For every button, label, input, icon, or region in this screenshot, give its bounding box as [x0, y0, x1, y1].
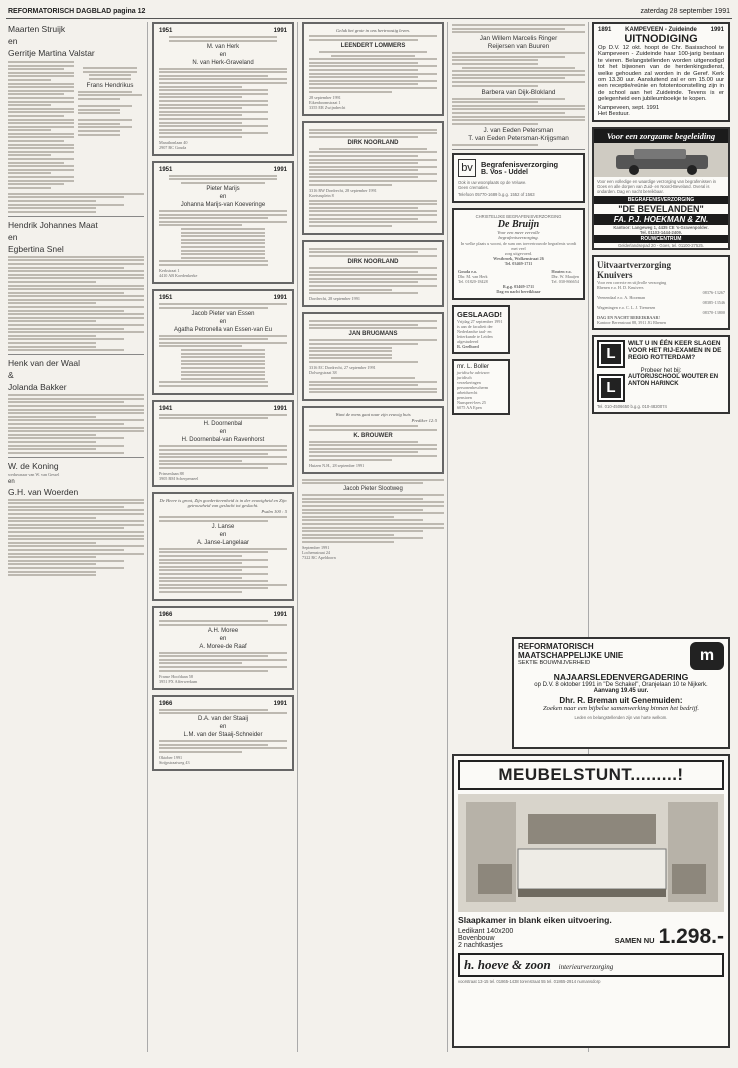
- deceased-name: Jacob Pieter Slootweg: [343, 486, 403, 493]
- groom-name: Maarten Struijk: [8, 24, 66, 34]
- deceased-name: K. BROUWER: [353, 432, 393, 439]
- person-name: J. van Eeden Petersman: [483, 126, 554, 134]
- bride-name: Egbertina Snel: [8, 243, 64, 254]
- anniversary-box: 1951 1991 Jacob Pieter van Essen en Agatha Petronella van Essen-van Eu: [152, 289, 294, 395]
- bevelanden-ad: Voor een zorgzame begeleiding Voor een volledige en waardige verzorging van begrafenissen in Goes en alle dorpen van Zuid- en Noord-Beveland. Overal is ondarden. Dag en nacht bereikbaar. BEGRAFENISVERZORGING "DE BEVELANDEN" FA. P.J. HOEKMAN & ZN. Kantoor: Langeweg 1, 4435 CE 's-Gravenpolder. Tel. 01103-1444-2409. ROUWCENTRUM Gelderlandsepad 20 - Goes, tel. 01100-27525.: [592, 127, 730, 250]
- sender-address: Franse Hoofdaan 58 3951 PX Afferwerkum: [159, 673, 198, 684]
- conjunction: en: [8, 478, 15, 485]
- couple-name: A. Moree-de Raaf: [199, 643, 247, 650]
- groom-name: Hendrik Johannes Maat: [8, 219, 98, 230]
- scripture-quote: De Heere is groot, Zijn goedertierenheid is in der eeuwigheid en Zijn getrouwheid van geslacht tot geslacht.: [159, 498, 287, 509]
- couple-name: Pieter Marijs: [206, 186, 240, 193]
- groom-name: Henk van der Waal: [8, 358, 80, 369]
- couple-name: Agatha Petronella van Essen-van Eu: [173, 326, 273, 333]
- deceased-name: JAN BRUGMANS: [348, 331, 398, 338]
- couple-name: D.A. van der Staaij: [197, 716, 249, 723]
- couple-name: Jacob Pieter van Essen: [191, 310, 255, 317]
- issue-date: zaterdag 28 september 1991: [640, 8, 730, 15]
- scripture-quote: Geluk het grote in ons hertroostig leven.: [335, 28, 411, 33]
- boller-ad: mr. L. Boller juridische adviezen juridisch verzekeringen personenbescherm arbeidsrecht pensioen Nunspeet-lees 25 6075 AA Epen: [452, 359, 510, 415]
- column-rule: [447, 22, 448, 1052]
- couple-name: J. Lanse: [211, 523, 235, 530]
- price: 1.298.-: [658, 925, 724, 948]
- knuivers-ad: Uitvaartverzorging Knuivers Voor een correcte en stijlvolle verzorging Rhenen e.o. H. D. Knuivers 08376-13267 Veenendaal e.o. A. Hoorman 08385-13546 Wageningen e.o. C. L. J. Tiemesen 08370-13800 DAG EN NACHT BEREIKBAAR! Kantoor Berenstraat 88, 3911 JG Rhenen: [592, 255, 730, 330]
- anniversary-box: 1966 1991 A.H. Moree en A. Moree-de Raaf Franse Hoofdaan 58 3951 PX Afferwerkum: [152, 606, 294, 690]
- couple-name: N. van Herk-Graveland: [192, 59, 254, 66]
- obituary-box: [302, 406, 444, 473]
- rmu-ad: REFORMATORISCH MAATSCHAPPELIJKE UNIE SEKTIE BOUWNIJVERHEID m NAJAARSLEDENVERGADERING op D.V. 8 oktober 1991 in "De Schakel", Oranjelaan 10 te Nijkerk. Aanvang 19.45 uur. Dhr. R. Breman uit Genemuiden: Zoeken naar een bijbelse samenwerking binnen het bedrijf. Leden en belangstellenden zijn van harte welkom.: [512, 637, 730, 749]
- person-name: Barbera van Dijk-Blokland: [481, 88, 556, 96]
- sender-address: 28 september 1991 Eikenboomstraat 1 3355 ER Zwijndrecht: [309, 94, 346, 110]
- newspaper-title: REFORMATORISCH DAGBLAD pagina 12: [8, 8, 146, 15]
- couple-name: A. Janse-Langelaar: [196, 539, 250, 546]
- widower-note: weduwnaar van W. van Gessel: [8, 471, 60, 477]
- deceased-name: LEENDERT LOMMERS: [340, 43, 406, 49]
- obituary-box: [302, 121, 444, 235]
- column-rule: [297, 22, 298, 1052]
- couple-name: Johanna Marijs-van Koeveringe: [180, 202, 266, 209]
- couple-name: A.H. Moree: [207, 627, 239, 634]
- kampeveen-invitation: 1891 KAMPEVEEN - Zuideinde 1991 UITNODIGING Op D.V. 12 okt. hoopt de Chr. Basisschool te Kampeveen - Zuideinde haar 100-jarig bestaan te vieren. Belangstellenden worden uitgenodigd tot het bijwonen van de herdenkingsdienst, welke gehouden zal worden in de Geref. Kerk om 13.30 uur. Aansluitend zal er om 15.00 uur een receptie/reünie en fototentoonstelling zijn in de school aan het Zuideinde. Tevens is er gelegenheid een jubileumboekje te kopen. Kampeveen, sept. 1991 Het Bestuur.: [592, 22, 730, 122]
- bruijn-ad: CHRISTELIJKE BEGRAFENISVERZORGING De Bruijn Voor een meer eervolle begrafenisverzorging. In welke plaats u woont, de sum ons toevertrouwde begrafenis wordt met veel zorg uitgevoerd. Westbroek, Wolkenstraat 26 Tel. 03469-1711 Gouda e.o. Dhr. M. van Herk Tel. 01820-18428 Houten e.o. Dhr. W. Maaijen Tel. 030-866654 B.g.g. 03469-1711 Dag en nacht bereikbaar: [452, 208, 585, 300]
- sender-address: 3316 EC Dordrecht, 27 september 1991 Dolwegstraat 38: [309, 364, 376, 375]
- scripture-ref: Prediker 12:5: [411, 417, 437, 423]
- page-header: [6, 6, 732, 19]
- anniversary-box: De Heere is groot, Zijn goedertierenheid is in der eeuwigheid en Zijn getrouwheid van geslacht tot geslacht. Psalm 100 : 5 J. Lanse en A. Janse-Langelaar: [152, 492, 294, 601]
- anniversary-box: 1951 1991 M. van Herk en N. van Herk-Graveland Marathonlaan 40 2907 BC Gouda: [152, 22, 294, 156]
- sender-address: Dordrecht, 28 september 1991: [309, 296, 360, 302]
- obituary-box: [302, 312, 444, 401]
- child-name: Frans Hendrikus: [86, 81, 134, 89]
- bride-name: G.H. van Woerden: [8, 486, 79, 497]
- l-plate-icon: L: [599, 342, 623, 366]
- hearse-photo: [594, 143, 728, 177]
- conjunction: en: [8, 36, 18, 46]
- bedroom-photo: [458, 794, 724, 912]
- bv-logo-icon: bv: [458, 159, 476, 177]
- obituary-box: [302, 22, 444, 116]
- sender-address: 3316 RW Dordrecht, 28 september 1991 Koetsruplein 8: [309, 187, 377, 198]
- bed-icon: [458, 794, 726, 912]
- anniversary-box: 1941 1991 H. Doornenbal en H. Doornenbal-van Ravenhorst Prinsenlaan 88 3905 BM Scherpenzeel: [152, 400, 294, 487]
- conjunction: en: [8, 231, 18, 242]
- column-obituaries: [302, 22, 444, 1052]
- l-plate-icon: L: [599, 376, 623, 400]
- sender-address: September 1991 Lochemstraat 24 7322 RC Apeldoorn: [302, 544, 336, 560]
- geslaagd-ad: GESLAAGD! Vrijdag 27 september 1991 is aan de faculteit der Nederlandse taal- en letterkunde te Leiden afgestudeerd R. Geelhoed: [452, 305, 510, 354]
- conjunction: &: [8, 370, 14, 381]
- rmu-logo-icon: m: [690, 642, 724, 670]
- scripture-quote: Want de mens gaat naar zijn eeuwig huis: [335, 412, 411, 418]
- couple-name: H. Doornenbal: [203, 421, 243, 428]
- rijschool-ad: L WILT U IN ÉÉN KEER SLAGEN VOOR HET RIJ-EXAMEN IN DE REGIO ROTTERDAM? Probeer het bij: L AUTORIJSCHOOL WOUTER EN ANTON HARINCK Tel. 010-4506650 b.g.g. 010-4820074: [592, 335, 730, 414]
- sender-address: Kerkstraat 1 4410 AB Koedenkerke: [159, 267, 198, 278]
- person-name: T. van Eeden Petersman-Krijgsman: [468, 134, 569, 142]
- person-name: Reijersen van Buuren: [487, 43, 550, 51]
- hearse-car-icon: [594, 143, 730, 177]
- obituary-box: [302, 240, 444, 307]
- deceased-name: DIRK NOORLAND: [347, 139, 399, 146]
- vos-ad: bv Begrafenisverzorging B. Vos - Uddel Ook in uw woonplaats op de Veluwe. Geen crematies. Telefoon 05770-1689 b.g.g. 1552 of 1563: [452, 153, 585, 203]
- bride-name: Jolanda Bakker: [8, 382, 67, 393]
- couple-name: L.M. van der Staaij-Schneider: [183, 732, 263, 739]
- meubel-ad: MEUBELSTUNT.........! Slaapkamer in blank eiken uitvoering. Ledikant 140x200 Bovenbouw 2 nachtkastjes SAMEN NU 1.298.- h. hoeve & zoon interieurverzorging voorstraat 13-15 tel. 01865-1438 torenstraat 55 tel. 01865-2914 numansdorp: [452, 754, 730, 1048]
- sender-address: Marathonlaan 40 2907 BC Gouda: [159, 139, 188, 150]
- bride-name: Gerritje Martina Valstar: [8, 48, 95, 58]
- announcement-body: [8, 59, 144, 191]
- person-name: Jan Willem Marcelis Ringer: [479, 35, 558, 43]
- couple-name: H. Doornenbal-van Ravenhorst: [181, 437, 265, 444]
- sender-address: Oktober 1991 Strijpstraatweg 43: [159, 754, 190, 765]
- anniversary-box: 1951 1991 Pieter Marijs en Johanna Marijs-van Koeveringe Kerkstraat 1 4410 AB Koedenkerke: [152, 161, 294, 284]
- groom-name: W. de Koning: [8, 460, 59, 471]
- obituary-plain: [302, 479, 444, 560]
- couple-name: M. van Herk: [206, 43, 240, 50]
- deceased-name: DIRK NOORLAND: [347, 259, 399, 265]
- sender-address: Huizen N.H., 28 september 1991: [309, 462, 365, 468]
- scripture-ref: Psalm 100 : 5: [261, 508, 287, 514]
- anniversary-box: 1966 1991 D.A. van der Staaij en L.M. van der Staaij-Schneider Oktober 1991 Strijpstraatweg 43: [152, 695, 294, 771]
- column-anniversaries: [152, 22, 294, 1052]
- sender-address: Prinsenlaan 88 3905 BM Scherpenzeel: [159, 471, 199, 482]
- column-rule: [147, 22, 148, 1052]
- column-family-announcements: [8, 22, 144, 1052]
